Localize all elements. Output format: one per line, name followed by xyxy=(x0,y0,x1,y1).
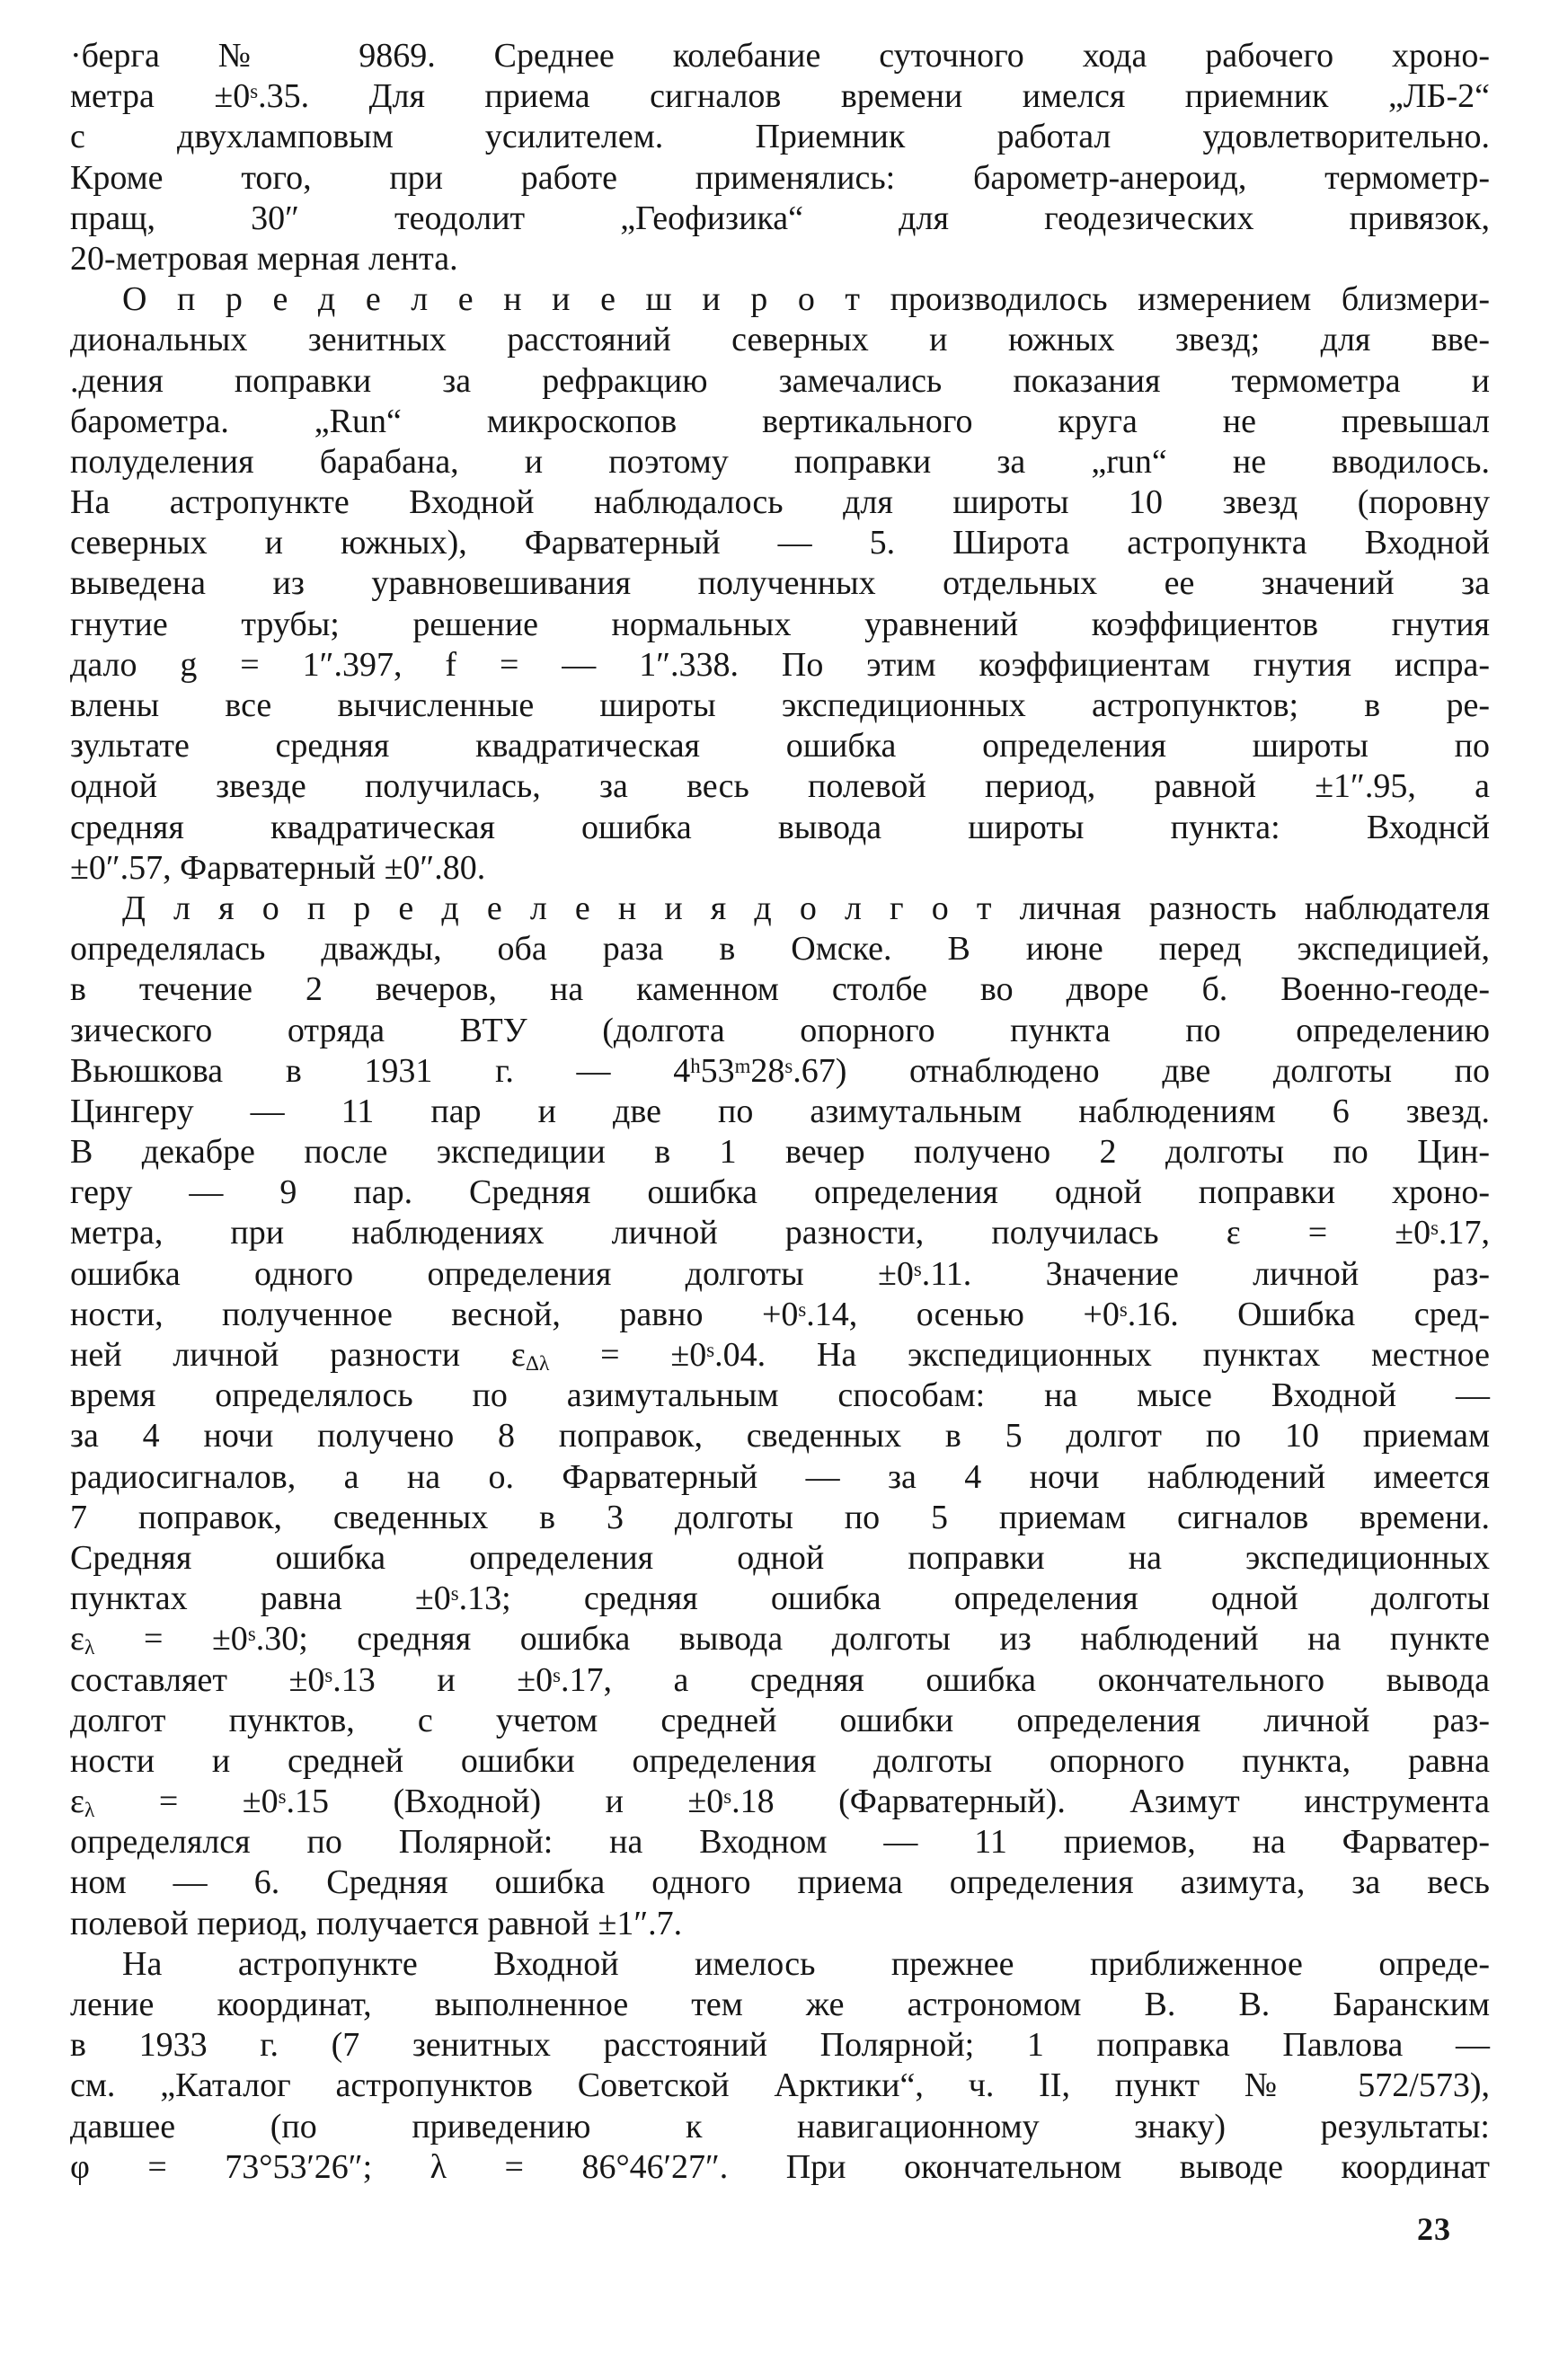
text-line: в 1933 г. (7 зенитных расстояний Полярной; 1 поправка Павлова — xyxy=(70,2026,1490,2065)
text-line: зультате средняя квадратическая ошибка определения широты по xyxy=(70,727,1490,765)
text-line: за 4 ночи получено 8 поправок, сведенных в 5 долгот по 10 приемам xyxy=(70,1417,1490,1455)
text-line: одной звезде получилась, за весь полевой период, равной ±1″.95, а xyxy=(70,767,1490,806)
text-line: радиосигналов, а на о. Фарватерный — за 4 ночи наблюдений имеется xyxy=(70,1457,1490,1496)
text-line: ности, полученное весной, равно $+0^s.14$, осенью $+0^s.16$. Ошибка сред- xyxy=(70,1295,1490,1333)
text-line: составляет $\pm 0^s.13$ $и \pm 0^s.17$, а средняя ошибка окончательного вывода xyxy=(70,1660,1490,1699)
text-line: $\varepsilon_\lambda = \pm 0^s.15$ (Входной) $и \pm 0^s.18$ (Фарватерный). Азимут инструмента xyxy=(70,1783,1491,1823)
text-line: давшее (по приведению к навигационному знаку) результаты: xyxy=(70,2107,1490,2146)
text-line: Кроме того, при работе применялись: барометр-анероид, термометр- xyxy=(70,158,1490,197)
text-line: ±0″.57, Фарватерный ±0″.80. xyxy=(70,848,486,887)
text-line: см. „Каталог астропунктов Советской Арктики“, ч. II, пункт № 572/573), xyxy=(70,2066,1490,2105)
text-line: диональных зенитных расстояний северных и южных звезд; для вве- xyxy=(70,321,1490,359)
text-line: зического отряда ВТУ (долгота опорного пункта по определению xyxy=(70,1011,1490,1049)
text-line: О п р е д е л е н и е ш и р о т производилось измерением близмери- xyxy=(122,280,1490,319)
text-line: с двухламповым усилителем. Приемник работал удовлетворительно. xyxy=(70,118,1490,156)
text-line: 20-метровая мерная лента. xyxy=(70,239,458,278)
text-line: влены все вычисленные широты экспедиционных астропунктов; в ре- xyxy=(70,686,1490,724)
body-text xyxy=(70,36,1490,2188)
text-line: На астропункте Входной имелось прежнее приближенное опреде- xyxy=(122,1944,1490,1983)
text-line: ление координат, выполненное тем же астрономом В. В. Баранским xyxy=(70,1986,1490,2023)
text-line: метра $\pm 0^s.35$. Для приема сигналов времени имелся приемник „ЛБ-2“ xyxy=(70,77,1490,116)
text-line: в течение 2 вечеров, на каменном столбе во дворе б. Военно-геоде- xyxy=(70,970,1490,1009)
text-line: ошибка одного определения долготы $\pm 0^s.11$. Значение личной раз- xyxy=(70,1254,1490,1293)
text-line: средняя квадратическая ошибка вывода широты пункта: Входнсй xyxy=(70,808,1490,846)
text-line: Д л я о п р е д е л е н и я д о л г о т личная разность наблюдателя xyxy=(122,889,1490,927)
text-line: пунктах равна $\pm 0^s.13$; средняя ошибка определения одной долготы xyxy=(70,1579,1491,1618)
page-number: 23 xyxy=(1417,2211,1451,2247)
text-line: долгот пунктов, с учетом средней ошибки определения личной раз- xyxy=(70,1701,1490,1739)
text-line: Вьюшкова в 1931 г. — 4$^h$53$^m$28$^s$.67) отнаблюдено две долготы по xyxy=(70,1051,1490,1090)
text-line: пращ, 30″ теодолит „Геофизика“ для геодезических привязок, xyxy=(70,199,1490,237)
text-line: В декабре после экспедиции в 1 вечер получено 2 долготы по Цин- xyxy=(70,1133,1490,1172)
text-line: $\varepsilon_\lambda = \pm 0^s.30$; средняя ошибка вывода долготы из наблюдений на пункте xyxy=(70,1620,1490,1660)
text-line: φ = 73°53′26″; λ = 86°46′27″. При окончательном выводе координат xyxy=(70,2147,1490,2186)
text-line: определялась дважды, оба раза в Омске. В июне перед экспедицией, xyxy=(70,930,1490,969)
text-line: ·берга № 9869. Среднее колебание суточного хода рабочего хроно- xyxy=(70,37,1490,75)
text-line: метра, при наблюдениях личной разности, получилась $\varepsilon = \pm 0^s.17$, xyxy=(70,1214,1490,1252)
text-line: определялся по Полярной: на Входном — 11 приемов, на Фарватер- xyxy=(70,1823,1490,1862)
text-line: дало g = 1″.397, f = — 1″.338. По этим коэффициентам гнутия испра- xyxy=(70,645,1490,684)
text-line: 7 поправок, сведенных в 3 долготы по 5 приемам сигналов времени. xyxy=(70,1498,1490,1536)
text-line: ней личной разности $\varepsilon_{\Delta\lambda} = \pm 0^s.04$. На экспедиционных пунктах местное xyxy=(70,1336,1490,1376)
text-line: полуделения барабана, и поэтому поправки за „run“ не вводилось. xyxy=(70,442,1490,481)
text-line: гнутие трубы; решение нормальных уравнений коэффициентов гнутия xyxy=(70,605,1490,643)
text-line: барометра. „Run“ микроскопов вертикального круга не превышал xyxy=(70,402,1490,440)
text-line: геру — 9 пар. Средняя ошибка определения одной поправки хроно- xyxy=(70,1173,1490,1212)
text-line: На астропункте Входной наблюдалось для широты 10 звезд (поровну xyxy=(70,483,1490,522)
text-line: ности и средней ошибки определения долготы опорного пункта, равна xyxy=(70,1741,1490,1780)
text-line: выведена из уравновешивания полученных отдельных ее значений за xyxy=(70,564,1490,603)
text-line: Средняя ошибка определения одной поправки на экспедиционных xyxy=(70,1538,1490,1577)
text-line: ном — 6. Средняя ошибка одного приема определения азимута, за весь xyxy=(70,1863,1490,1902)
text-line: северных и южных), Фарватерный — 5. Широта астропункта Входной xyxy=(70,524,1490,562)
text-line: полевой период, получается равной ±1″.7. xyxy=(70,1904,683,1942)
text-line: время определялось по азимутальным способам: на мысе Входной — xyxy=(70,1376,1490,1415)
text-line: Цингеру — 11 пар и две по азимутальным наблюдениям 6 звезд. xyxy=(70,1092,1490,1130)
text-line: .дения поправки за рефракцию замечались показания термометра и xyxy=(70,361,1490,400)
